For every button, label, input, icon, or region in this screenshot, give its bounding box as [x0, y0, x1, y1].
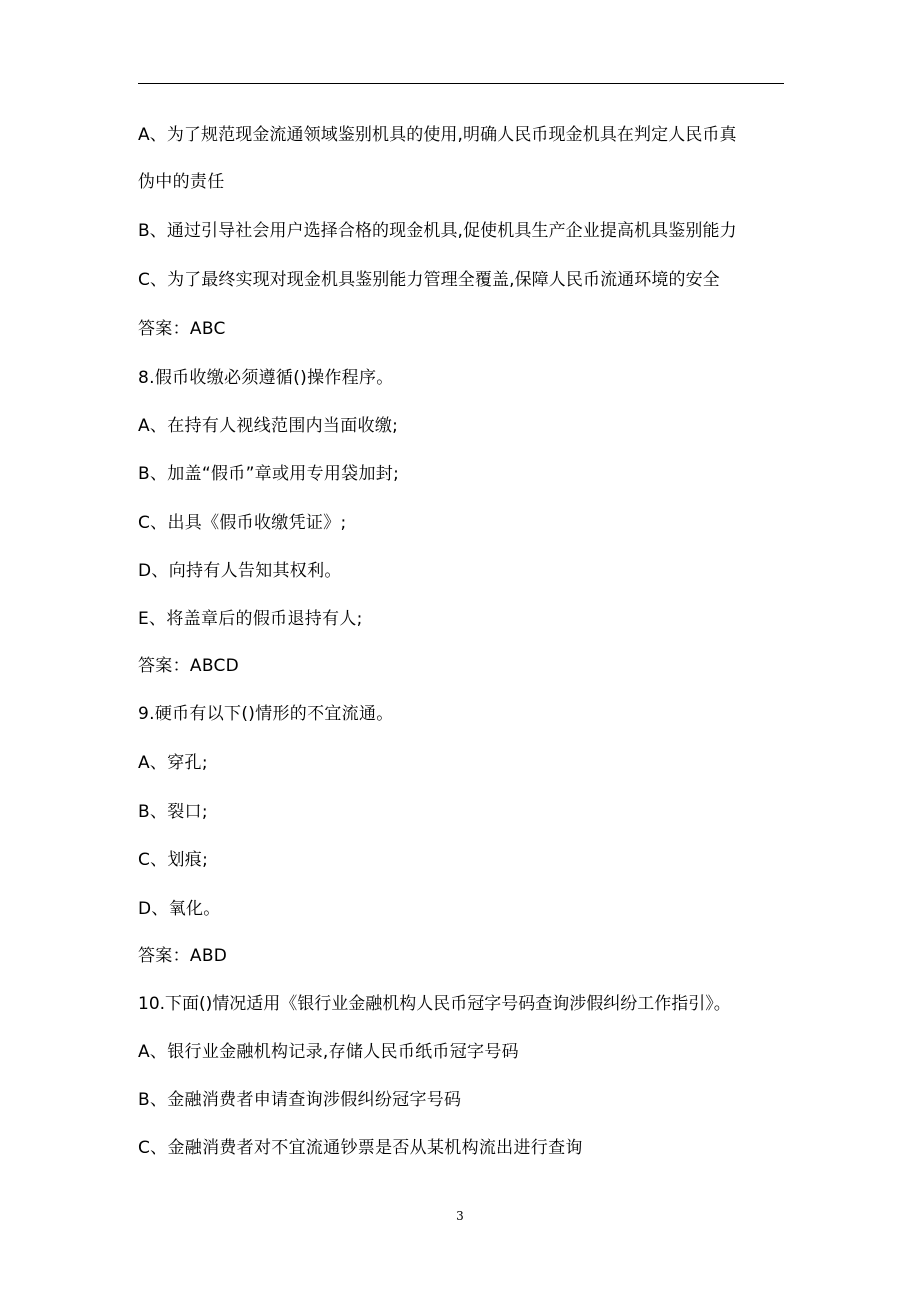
- q10-option-c: C、金融消费者对不宜流通钞票是否从某机构流出进行查询: [138, 1138, 583, 1158]
- q8-option-b: B、加盖“假币”章或用专用袋加封;: [138, 464, 400, 484]
- q9-option-d: D、氧化。: [138, 899, 221, 919]
- q9-option-a: A、穿孔;: [138, 753, 208, 773]
- answer-8: 答案：ABCD: [138, 656, 240, 676]
- page-number: 3: [456, 1209, 464, 1223]
- header-rule: [138, 83, 784, 84]
- q8-option-a: A、在持有人视线范围内当面收缴;: [138, 416, 399, 436]
- answer-7: 答案：ABC: [138, 319, 226, 339]
- q9-option-b: B、裂口;: [138, 802, 208, 822]
- q9-option-c: C、划痕;: [138, 850, 209, 870]
- question-10: 10.下面()情况适用《银行业金融机构人民币冠字号码查询涉假纠纷工作指引》。: [138, 994, 731, 1014]
- q10-option-b: B、金融消费者申请查询涉假纠纷冠字号码: [138, 1090, 462, 1110]
- q8-option-e: E、将盖章后的假币退持有人;: [138, 609, 363, 629]
- question-9: 9.硬币有以下()情形的不宜流通。: [138, 704, 394, 724]
- question-8: 8.假币收缴必须遵循()操作程序。: [138, 368, 394, 388]
- option-a-line-2: 伪中的责任: [138, 172, 225, 192]
- option-b: B、通过引导社会用户选择合格的现金机具,促使机具生产企业提高机具鉴别能力: [138, 221, 737, 241]
- q8-option-d: D、向持有人告知其权利。: [138, 561, 342, 581]
- answer-9: 答案：ABD: [138, 946, 228, 966]
- q10-option-a: A、银行业金融机构记录,存储人民币纸币冠字号码: [138, 1042, 519, 1062]
- q8-option-c: C、出具《假币收缴凭证》;: [138, 513, 347, 533]
- option-c: C、为了最终实现对现金机具鉴别能力管理全覆盖,保障人民币流通环境的安全: [138, 270, 720, 290]
- option-a-line-1: A、为了规范现金流通领域鉴别机具的使用,明确人民币现金机具在判定人民币真: [138, 125, 737, 145]
